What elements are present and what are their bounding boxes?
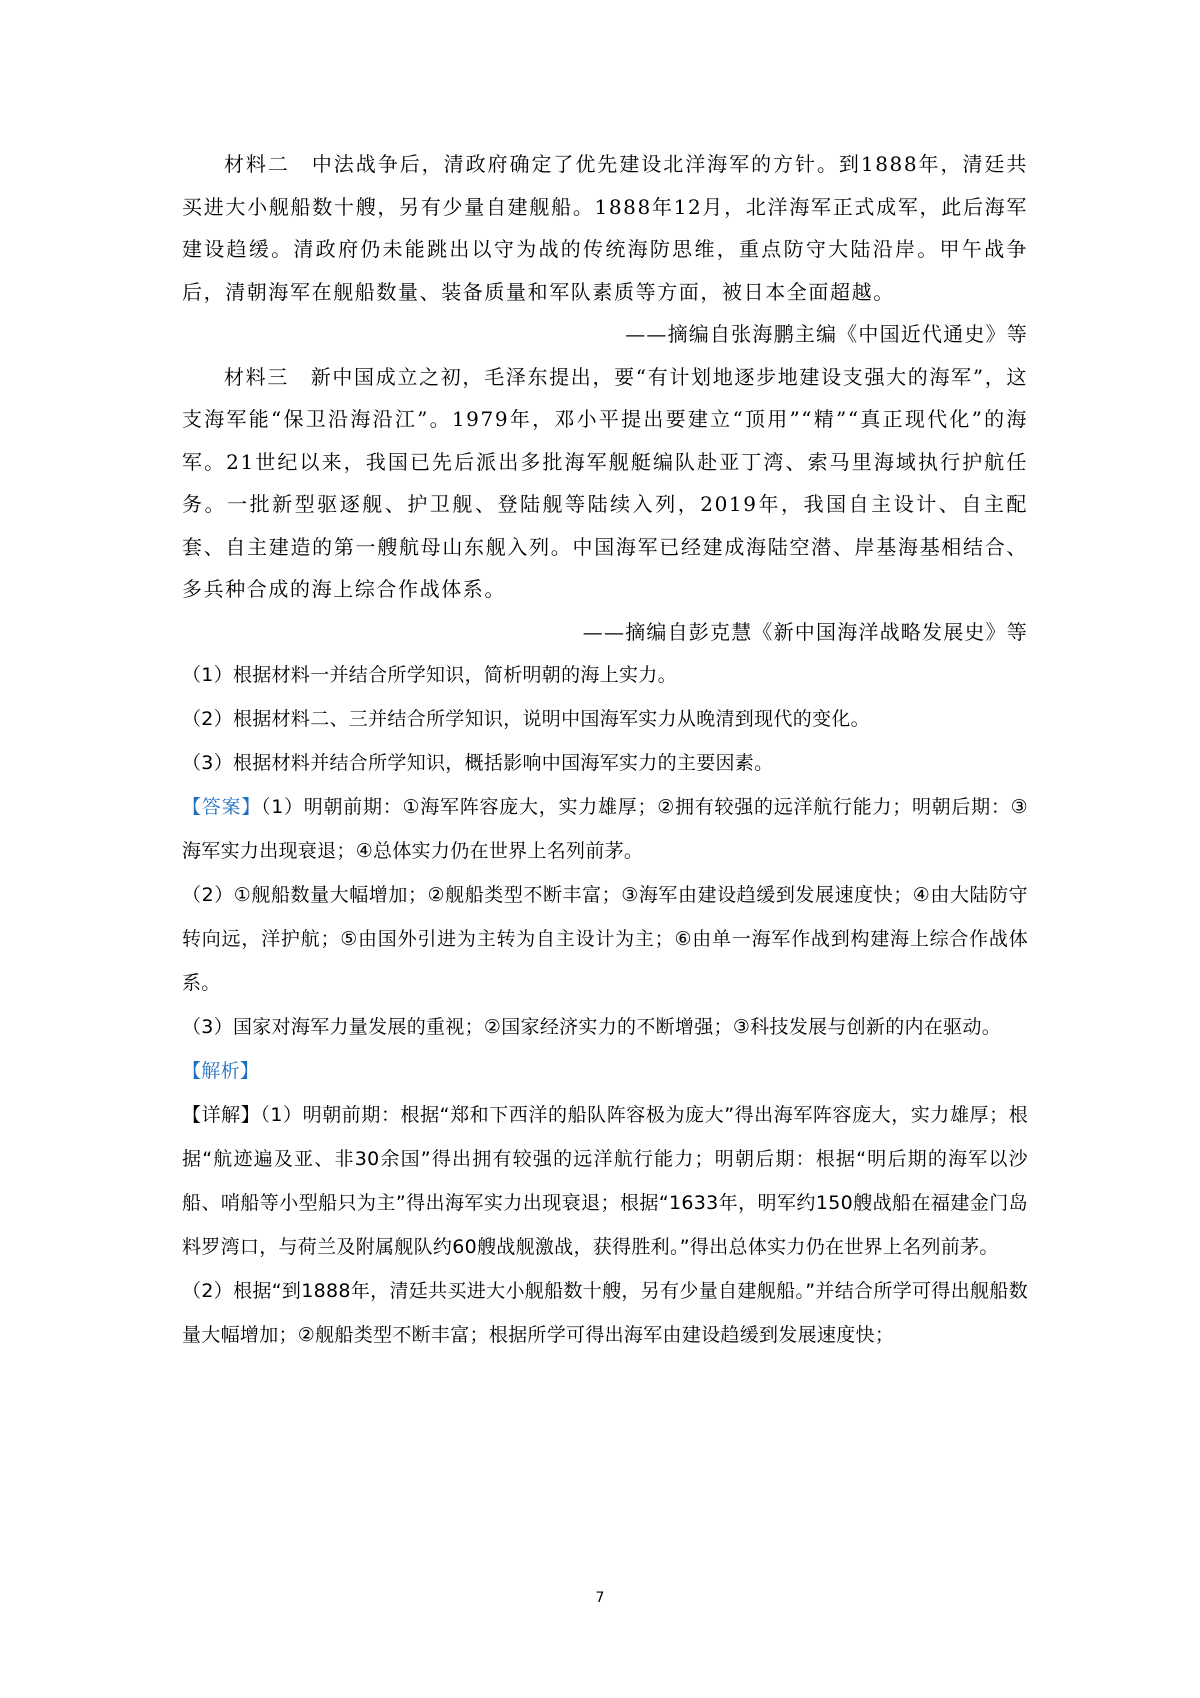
analysis-heading bbox=[182, 1049, 1028, 1093]
material-two-text: 材料二 中法战争后，清政府确定了优先建设北洋海军的方针。到1888年，清廷共买进大小舰船数十艘，另有少量自建舰船。1888年12月，北洋海军正式成军，此后海军建设趋缓。清政府仍未能跳出以守为战的传统海防思维，重点防守大陆沿岸。甲午战争后，清朝海军在舰船数量、装备质量和军队素质等方面，被日本全面超越。 bbox=[182, 152, 1028, 304]
analysis-part-2: （2）根据“到1888年，清廷共买进大小舰船数十艘，另有少量自建舰船。”并结合所学可得出舰船数量大幅增加；②舰船类型不断丰富；根据所学可得出海军由建设趋缓到发展速度快； bbox=[182, 1280, 1028, 1346]
material-three-source: ——摘编自彭克慧《新中国海洋战略发展史》等 bbox=[582, 619, 1028, 644]
question-3: （3）根据材料并结合所学知识，概括影响中国海军实力的主要因素。 bbox=[182, 752, 774, 774]
answer-part-1 bbox=[182, 785, 1028, 873]
analysis-part-1 bbox=[182, 1093, 1028, 1269]
analysis-tag: 【解析】 bbox=[182, 1060, 260, 1082]
question-1: （1）根据材料一并结合所学知识，简析明朝的海上实力。 bbox=[182, 664, 677, 686]
material-three-text: 材料三 新中国成立之初，毛泽东提出，要“有计划地逐步地建设支强大的海军”，这支海军能“保卫沿海沿江”。1979年，邓小平提出要建立“顶用”“精”“真正现代化”的海军。21世纪以来，我国已先后派出多批海军舰艇编队赴亚丁湾、索马里海域执行护航任务。一批新型驱逐舰、护卫舰、登陆舰等陆续入列，2019年，我国自主设计、自主配套、自主建造的第一艘航母山东舰入列。中国海军已经建成海陆空潜、岸基海基相结合、多兵种合成的海上综合作战体系。 bbox=[182, 364, 1028, 601]
answer-part-3: （3）国家对海军力量发展的重视；②国家经济实力的不断增强；③科技发展与创新的内在驱动。 bbox=[182, 1016, 1002, 1038]
answer-part-2: （2）①舰船数量大幅增加；②舰船类型不断丰富；③海军由建设趋缓到发展速度快；④由大陆防守转向远，洋护航；⑤由国外引进为主转为自主设计为主；⑥由单一海军作战到构建海上综合作战体系。 bbox=[182, 884, 1028, 994]
detail-tag: 【详解】 bbox=[182, 1104, 261, 1126]
page-number: 7 bbox=[595, 1590, 605, 1606]
question-2: （2）根据材料二、三并结合所学知识，说明中国海军实力从晚清到现代的变化。 bbox=[182, 708, 870, 730]
answer-tag: 【答案】 bbox=[182, 796, 261, 818]
answer-part-1-text: （1）明朝前期：①海军阵容庞大，实力雄厚；②拥有较强的远洋航行能力；明朝后期：③海军实力出现衰退；④总体实力仍在世界上名列前茅。 bbox=[182, 796, 1028, 862]
analysis-part-1-text: （1）明朝前期：根据“郑和下西洋的船队阵容极为庞大”得出海军阵容庞大，实力雄厚；根据“航迹遍及亚、非30余国”得出拥有较强的远洋航行能力；明朝后期：根据“明后期的海军以沙船、哨船等小型船只为主”得出海军实力出现衰退；根据“1633年，明军约150艘战船在福建金门岛料罗湾口，与荷兰及附属舰队约60艘战舰激战，获得胜利。”得出总体实力仍在世界上名列前茅。 bbox=[182, 1104, 1028, 1258]
page-content bbox=[182, 143, 1028, 1357]
material-two-source: ——摘编自张海鹏主编《中国近代通史》等 bbox=[625, 322, 1028, 346]
